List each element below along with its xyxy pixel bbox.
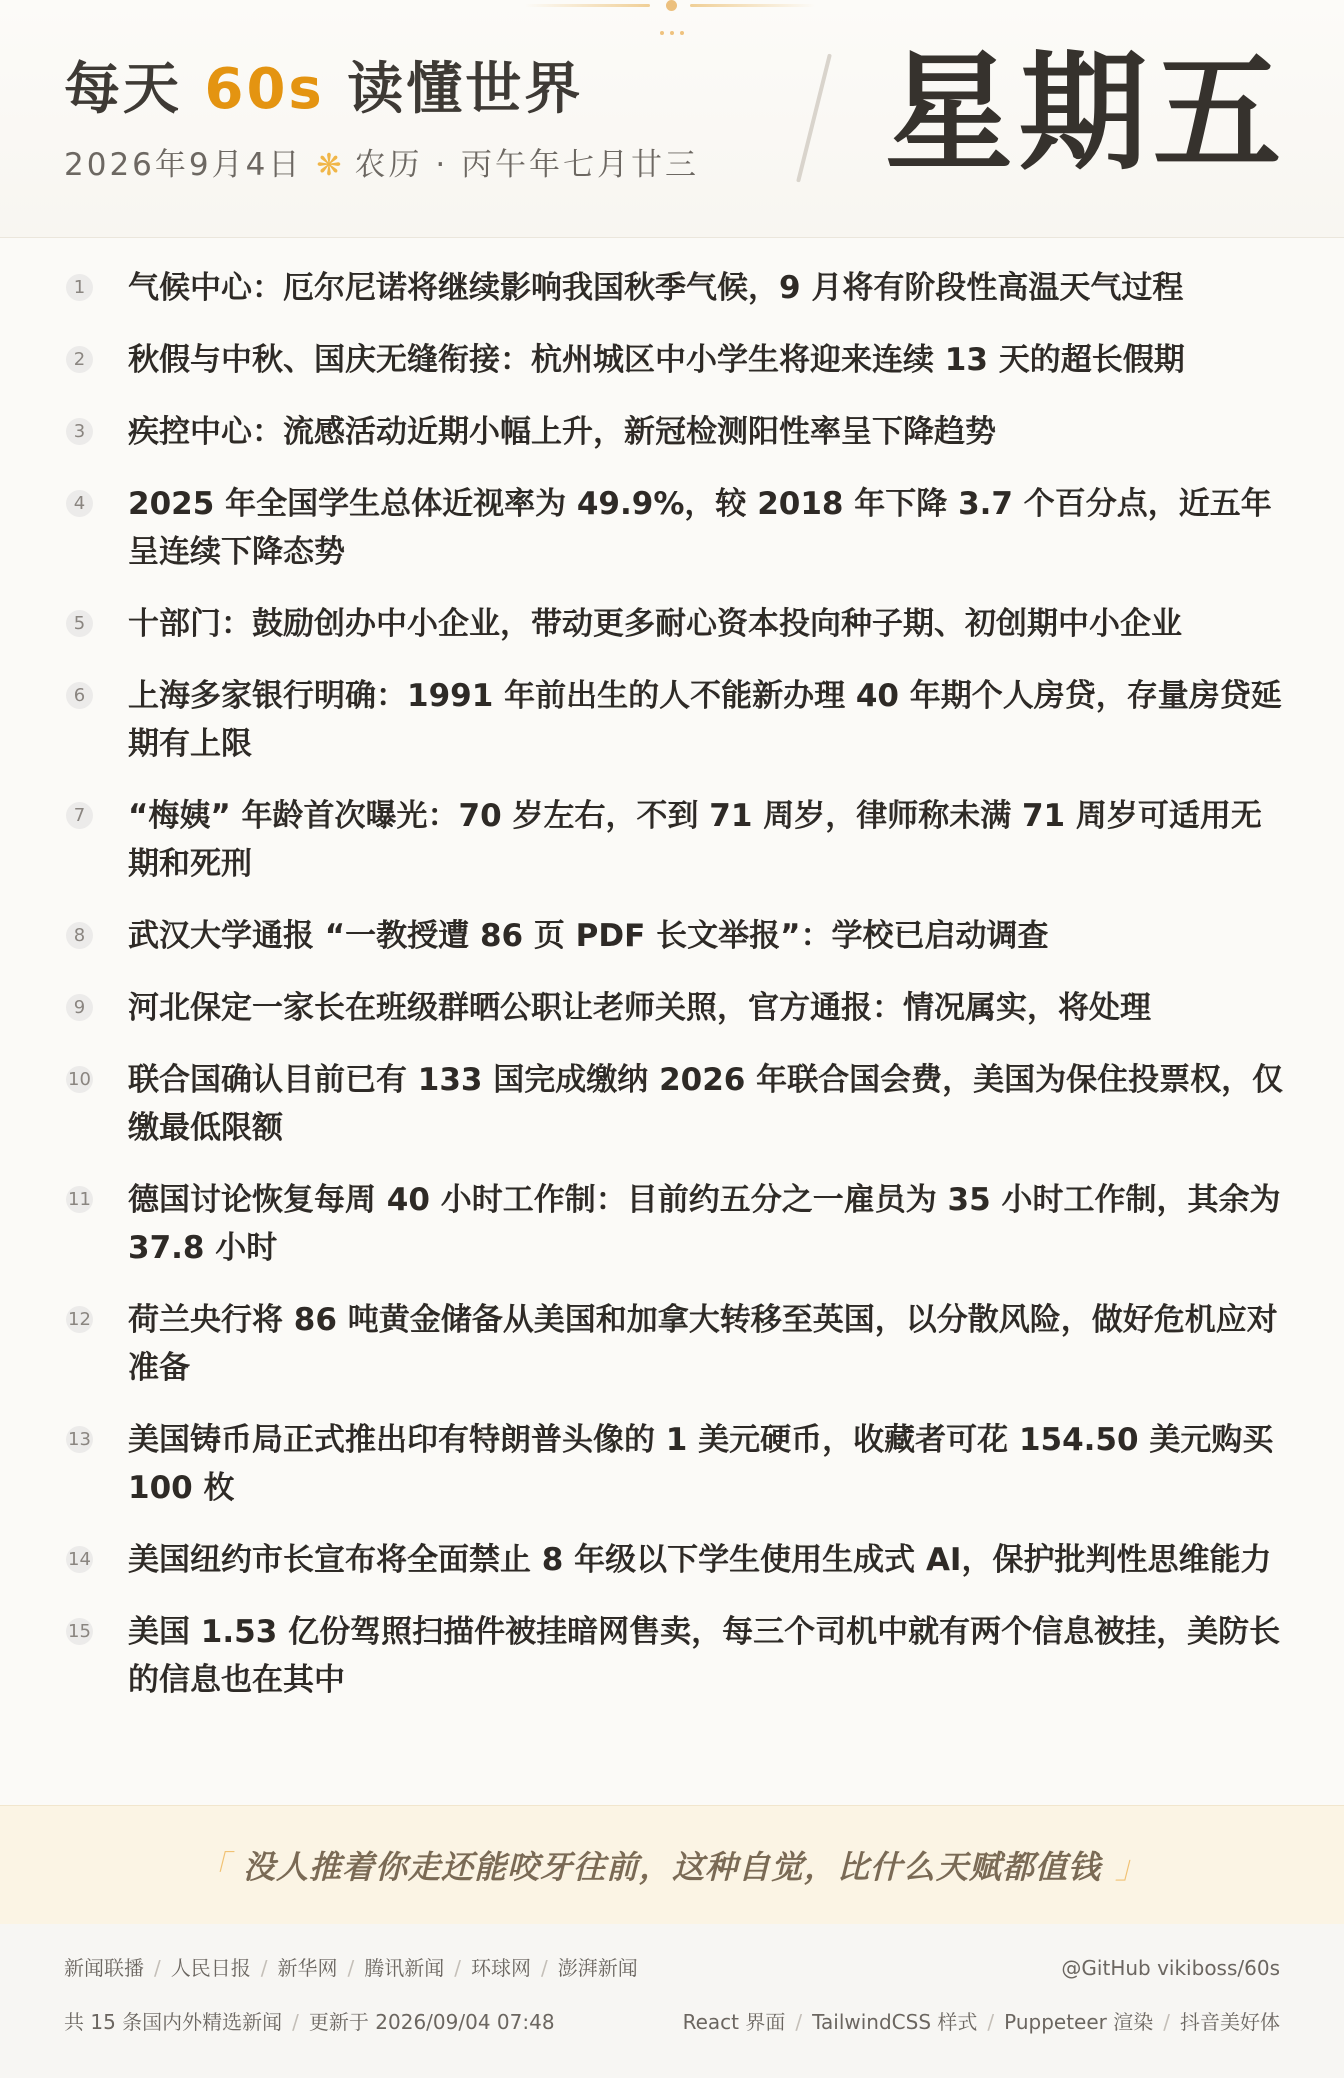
news-count: 共 15 条国内外精选新闻 (64, 2010, 283, 2034)
news-text: 武汉大学通报 “一教授遭 86 页 PDF 长文举报”：学校已启动调查 (128, 918, 1049, 954)
news-number-badge: 7 (66, 802, 93, 829)
news-text: 河北保定一家长在班级群晒公职让老师关照，官方通报：情况属实，将处理 (128, 990, 1151, 1026)
news-number-badge: 8 (66, 922, 93, 949)
news-text: 美国 1.53 亿份驾照扫描件被挂暗网售卖，每三个司机中就有两个信息被挂，美防长的信息也在其中 (128, 1614, 1281, 1698)
news-text: 疾控中心：流感活动近期小幅上升，新冠检测阳性率呈下降趋势 (128, 414, 996, 450)
news-item[interactable] (0, 336, 1344, 384)
title-suffix: 读懂世界 (347, 57, 584, 122)
news-text: 十部门：鼓励创办中小企业，带动更多耐心资本投向种子期、初创期中小企业 (128, 606, 1182, 642)
credit-item[interactable]: Puppeteer 渲染 (1004, 2010, 1154, 2034)
news-number-badge: 10 (66, 1066, 93, 1093)
gregorian-date: 2026年9月4日 (64, 147, 303, 183)
news-number-badge: 11 (66, 1186, 93, 1213)
news-item[interactable] (0, 408, 1344, 456)
separator: / (987, 2010, 995, 2034)
news-item[interactable] (0, 672, 1344, 768)
news-item[interactable] (0, 1296, 1344, 1392)
quote-close-mark: 」 (1115, 1848, 1148, 1886)
credit-item[interactable]: 抖音美好体 (1180, 2010, 1280, 2034)
news-item[interactable] (0, 792, 1344, 888)
news-list (0, 264, 1344, 1728)
divider-slash (796, 53, 832, 182)
header (0, 0, 1344, 238)
news-number-badge: 2 (66, 346, 93, 373)
news-text: 秋假与中秋、国庆无缝衔接：杭州城区中小学生将迎来连续 13 天的超长假期 (128, 342, 1185, 378)
news-item[interactable] (0, 1608, 1344, 1704)
news-number-badge: 6 (66, 682, 93, 709)
news-item[interactable] (0, 600, 1344, 648)
news-number-badge: 14 (66, 1546, 93, 1573)
ornament-mini-dot (680, 31, 684, 35)
source-item[interactable]: 腾讯新闻 (364, 1956, 445, 1980)
ornament-mini-dot (660, 31, 664, 35)
news-text: 美国纽约市长宣布将全面禁止 8 年级以下学生使用生成式 AI，保护批判性思维能力 (128, 1542, 1272, 1578)
credits-list (683, 2008, 1280, 2036)
news-number-badge: 13 (66, 1426, 93, 1453)
separator: / (292, 2010, 299, 2034)
separator: / (454, 1956, 461, 1980)
source-item[interactable]: 新闻联播 (64, 1956, 144, 1980)
separator: / (347, 1956, 355, 1980)
news-number-badge: 4 (66, 490, 93, 517)
quote-text: 没人推着你走还能咬牙往前，这种自觉，比什么天赋都值钱 (242, 1848, 1101, 1886)
separator: / (541, 1956, 548, 1980)
news-item[interactable] (0, 480, 1344, 576)
ornament-dot (666, 0, 677, 11)
sparkle-icon: ❋ (316, 148, 345, 183)
news-text: 2025 年全国学生总体近视率为 49.9%，较 2018 年下降 3.7 个百分点，近五年呈连续下降态势 (128, 486, 1272, 570)
source-item[interactable]: 人民日报 (170, 1956, 251, 1980)
date-line (64, 143, 699, 188)
news-number-badge: 3 (66, 418, 93, 445)
source-item[interactable]: 环球网 (471, 1956, 531, 1980)
updated-time: 更新于 2026/09/04 07:48 (308, 2010, 555, 2034)
credit-item[interactable]: TailwindCSS 样式 (812, 2010, 978, 2034)
news-text: 美国铸币局正式推出印有特朗普头像的 1 美元硬币，收藏者可花 154.50 美元购买 100 枚 (128, 1422, 1274, 1506)
source-list (64, 1954, 638, 1982)
news-item[interactable] (0, 1056, 1344, 1152)
title-accent: 60s (204, 57, 325, 122)
title-prefix: 每天 (64, 57, 182, 122)
news-number-badge: 9 (66, 994, 93, 1021)
news-number-badge: 15 (66, 1618, 93, 1645)
news-text: “梅姨” 年龄首次曝光：70 岁左右，不到 71 周岁，律师称未满 71 周岁可适用无期和死刑 (128, 798, 1262, 882)
ornament-mini-dot (670, 31, 674, 35)
news-number-badge: 12 (66, 1306, 93, 1333)
separator: / (1163, 2010, 1170, 2034)
news-text: 荷兰央行将 86 吨黄金储备从美国和加拿大转移至英国，以分散风险，做好危机应对准备 (128, 1302, 1278, 1386)
quote-open-mark: 「 (196, 1848, 229, 1886)
news-item[interactable] (0, 984, 1344, 1032)
news-item[interactable] (0, 1176, 1344, 1272)
separator: / (154, 1956, 161, 1980)
credit-item[interactable]: React 界面 (682, 2010, 786, 2034)
page-title (64, 52, 583, 128)
ornament-line-right (690, 4, 815, 7)
news-item[interactable] (0, 1536, 1344, 1584)
footer (0, 1924, 1344, 2078)
separator: / (260, 1956, 268, 1980)
news-text: 德国讨论恢复每周 40 小时工作制：目前约五分之一雇员为 35 小时工作制，其余为 37.8 小时 (128, 1182, 1281, 1266)
github-link[interactable]: @GitHub vikiboss/60s (1061, 1956, 1280, 1980)
news-text: 气候中心：厄尔尼诺将继续影响我国秋季气候，9 月将有阶段性高温天气过程 (128, 270, 1184, 306)
ornament-line-left (525, 4, 650, 7)
news-item[interactable] (0, 912, 1344, 960)
news-number-badge: 1 (66, 274, 93, 301)
daily-quote (0, 1805, 1344, 1925)
top-ornament (0, 0, 1344, 40)
news-item[interactable] (0, 1416, 1344, 1512)
news-item[interactable] (0, 264, 1344, 312)
lunar-date: 农历 · 丙午年七月廿三 (354, 147, 700, 183)
separator: / (795, 2010, 803, 2034)
source-item[interactable]: 澎湃新闻 (557, 1956, 638, 1980)
footer-info (64, 2008, 555, 2036)
news-number-badge: 5 (66, 610, 93, 637)
source-item[interactable]: 新华网 (277, 1956, 338, 1980)
news-text: 上海多家银行明确：1991 年前出生的人不能新办理 40 年期个人房贷，存量房贷延期有上限 (128, 678, 1282, 762)
news-text: 联合国确认目前已有 133 国完成缴纳 2026 年联合国会费，美国为保住投票权，仅缴最低限额 (128, 1062, 1284, 1146)
weekday: 星期五 (885, 39, 1288, 188)
